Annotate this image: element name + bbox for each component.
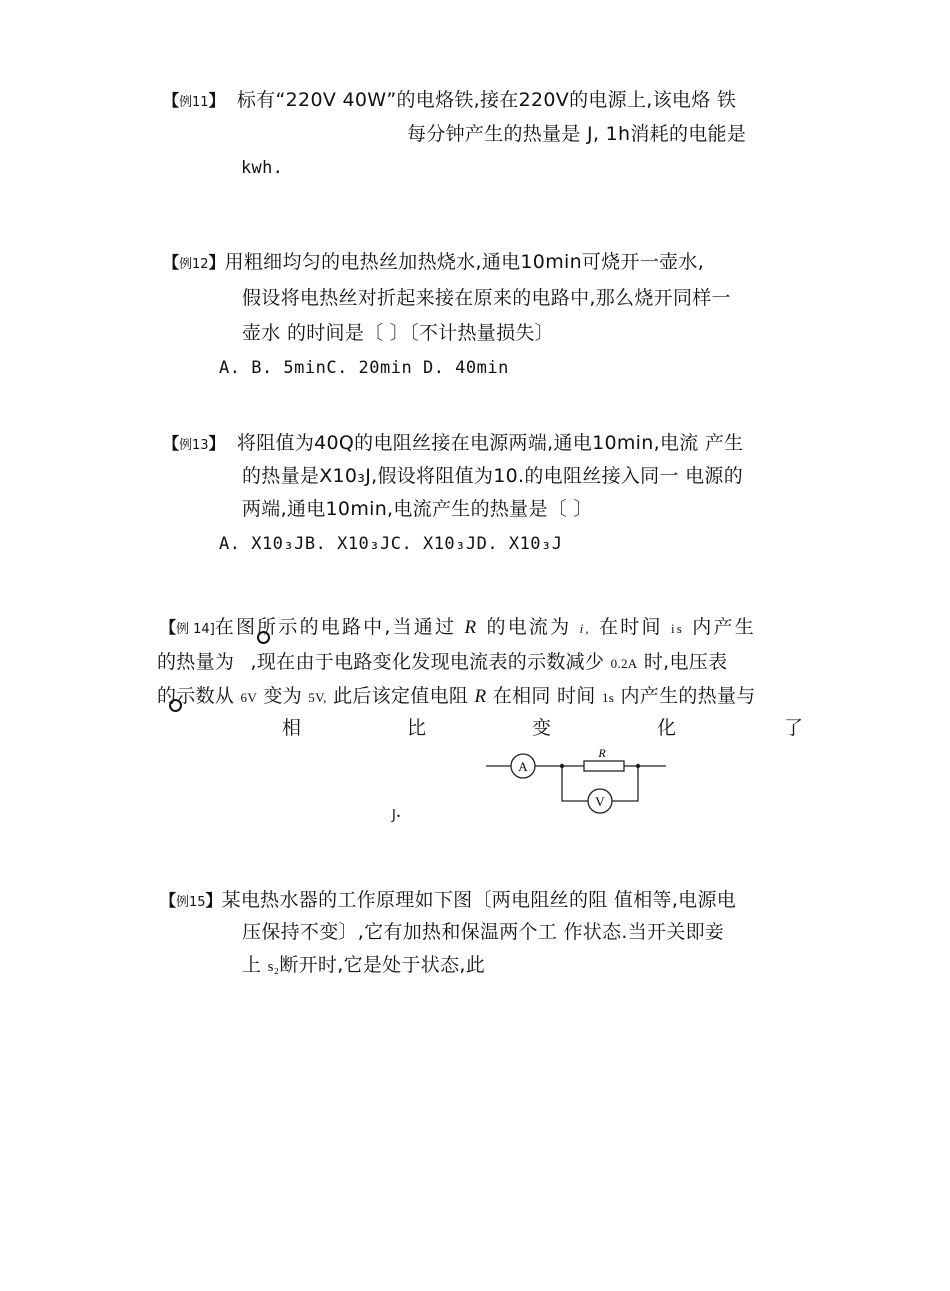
ammeter-label: A [518, 759, 528, 774]
q14-line1 [160, 615, 756, 642]
q14-l3-c: 此后该定值电阻 [333, 685, 469, 707]
q15-text-1: 某电热水器的工作原理如下图〔两电阻丝的阻 值相等,电源电 [221, 889, 737, 911]
circuit-diagram [476, 740, 676, 824]
q15-switch-s2: s₂ [267, 959, 280, 975]
resistor-label: R [598, 746, 606, 760]
q12-options: A. B. 5minC. 20min D. 40min [219, 358, 509, 378]
q15-tag: 【例15】 [160, 891, 222, 910]
q15-line1 [160, 888, 736, 915]
q14-word-2: 比 [407, 717, 427, 739]
q14-var-r: R [464, 617, 479, 638]
q14-l1-d: 内产生 [692, 616, 756, 638]
q13-options: A. X10₃JB. X10₃JC. X10₃JD. X10₃J [219, 534, 563, 554]
q14-l3-b: 变为 [263, 685, 302, 707]
q12-line1 [163, 250, 704, 277]
q15-l3-b: 断开时,它是处于状态,此 [279, 954, 486, 976]
scan-ring-mark-2 [169, 699, 182, 712]
q13-tag: 【例13】 [163, 434, 225, 453]
q14-l1-a: 在图所示的电路中,当通过 [214, 616, 457, 638]
q14-line3 [157, 684, 756, 710]
q15-line2: 压保持不变〕,它有加热和保温两个工 作状态.当开关即妾 [242, 921, 725, 943]
q14-l2-a: 的热量为 [157, 651, 235, 673]
q12-text-1: 用粗细均匀的电热丝加热烧水,通电10min可烧开一壶水, [224, 251, 705, 273]
q15-l3-a: 上 [242, 954, 262, 976]
q11-line1 [163, 88, 736, 115]
q11-line3: kwh. [241, 158, 284, 178]
q14-l3-e: 内产生的热量与 [620, 685, 756, 707]
q14-current-drop: 0.2A [610, 656, 638, 671]
scan-ring-mark-1 [257, 631, 270, 644]
q14-word-3: 变 [532, 717, 552, 739]
q14-l2-b: ,现在由于电路变化发现电流表的示数减少 [250, 651, 605, 673]
q14-l3-a: 的示数从 [157, 685, 235, 707]
q14-time-is: is [670, 621, 685, 636]
q13-line3: 两端,通电10min,电流产生的热量是〔 〕 [242, 498, 593, 520]
q14-voltage-from: 6V [240, 690, 258, 705]
q14-unit: J• [392, 808, 402, 823]
q13-line1 [163, 431, 743, 458]
q14-var-i: i, [579, 621, 591, 636]
q14-unit-j: J [392, 808, 397, 823]
q14-l2-c: 时,电压表 [643, 651, 728, 673]
q15-line3 [242, 953, 485, 979]
q14-voltage-to: 5V, [308, 690, 327, 705]
q12-line2: 假设将电热丝对折起来接在原来的电路中,那么烧开同样一 [242, 287, 731, 309]
resistor-icon [584, 761, 624, 771]
q14-tag: 【例 14] [160, 618, 215, 637]
q14-l1-c: 在时间 [599, 616, 663, 638]
q13-line2: 的热量是X10₃J,假设将阻值为10.的电阻丝接入同一 电源的 [242, 465, 744, 487]
q14-word-5: 了 [784, 717, 804, 739]
q11-tag: 【例11】 [163, 91, 225, 110]
q14-time-1s: 1s [601, 690, 615, 705]
q14-line2 [157, 650, 727, 676]
q12-line3: 壶水 的时间是〔 〕〔不计热量损失〕 [242, 322, 554, 344]
q11-text-1: 标有“220V 40W”的电烙铁,接在220V的电源上,该电烙 铁 [236, 89, 737, 111]
q14-l3-d: 在相同 时间 [492, 685, 596, 707]
q14-word-4: 化 [657, 717, 677, 739]
q11-line2: 每分钟产生的热量是 J, 1h消耗的电能是 [407, 123, 747, 145]
q14-var-r-2: R [474, 686, 487, 707]
q12-tag: 【例12】 [163, 253, 225, 272]
q13-text-1: 将阻值为40Q的电阻丝接在电源两端,通电10min,电流 产生 [236, 432, 744, 454]
q14-l1-b: 的电流为 [486, 616, 572, 638]
q14-word-1: 相 [282, 717, 302, 739]
voltmeter-label: V [595, 794, 605, 809]
